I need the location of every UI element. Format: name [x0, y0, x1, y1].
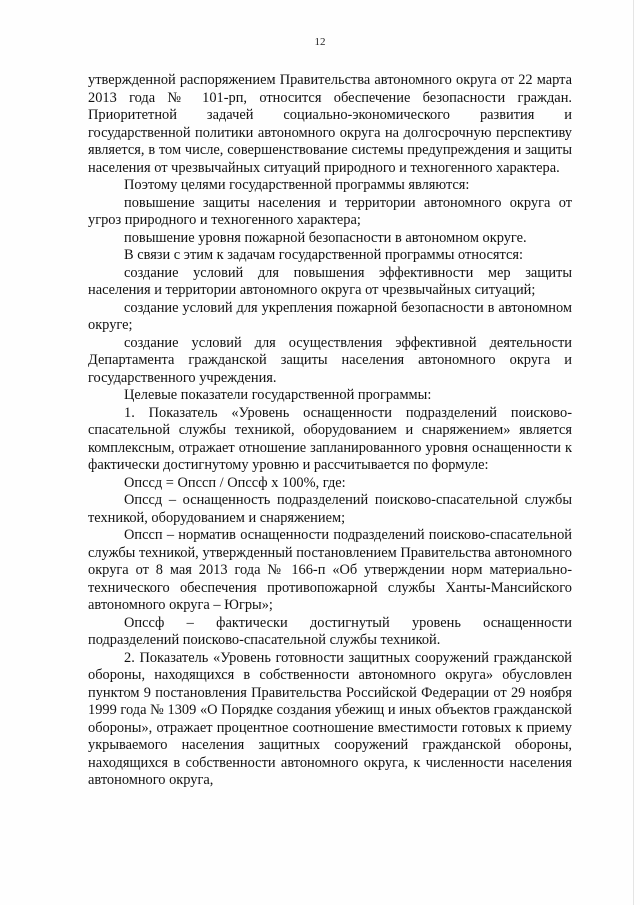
paragraph: Опссп – норматив оснащенности подразделений поисково-спасательной службы техникой, утвержденный постановлением Правительства автономного округа от 8 мая 2013 года № 166-п «Об утверждении норм материально-технического обеспечения противопожарной службы Ханты-Мансийского автономного округа – Югры»;: [88, 527, 572, 613]
paragraph: утвержденной распоряжением Правительства автономного округа от 22 марта 2013 года № 101-рп, относится обеспечение безопасности граждан. Приоритетной задачей социально-экономического развития и государственной политики автономного округа на долгосрочную перспективу является, в том числе, совершенствование системы предупреждения и защиты населения от чрезвычайных ситуаций природного и техногенного характера.: [88, 72, 572, 176]
paragraph: Опссф – фактически достигнутый уровень оснащенности подразделений поисково-спасательной службы техникой.: [88, 614, 572, 648]
paragraph: 1. Показатель «Уровень оснащенности подразделений поисково-спасательной службы техникой, оборудованием и снаряжением» является комплексным, отражает отношение запланированного уровня оснащенности к фактически достигнутому уровню и рассчитывается по формуле:: [88, 404, 572, 473]
paragraph: Целевые показатели государственной программы:: [124, 387, 432, 403]
paragraph: 2. Показатель «Уровень готовности защитных сооружений гражданской обороны, находящихся в собственности автономного округа» обусловлен пунктом 9 постановления Правительства Российской Федерации от 29 ноября 1999 года № 1309 «О Порядке создания убежищ и иных объектов гражданской обороны», отражает процентное соотношение вместимости готовых к приему укрываемого населения защитных сооружений гражданской обороны, находящихся в собственности автономного округа, к численности населения автономного округа,: [88, 649, 572, 788]
paragraph: Поэтому целями государственной программы являются:: [124, 177, 470, 193]
paragraph: повышение уровня пожарной безопасности в автономном округе.: [124, 229, 527, 246]
document-body: [88, 72, 572, 790]
paragraph: создание условий для повышения эффективности мер защиты населения и территории автономного округа от чрезвычайных ситуаций;: [88, 264, 572, 298]
paragraph: В связи с этим к задачам государственной программы относятся:: [124, 247, 524, 263]
paragraph: Опссд – оснащенность подразделений поисково-спасательной службы техникой, оборудованием и снаряжением;: [88, 492, 572, 526]
paragraph: создание условий для осуществления эффективной деятельности Департамента гражданской защиты населения автономного округа и государственного учреждения.: [88, 334, 572, 386]
paragraph: Опссд = Опссп / Опссф х 100%, где:: [124, 474, 346, 491]
paragraph: повышение защиты населения и территории автономного округа от угроз природного и техногенного характера;: [88, 194, 572, 228]
page-number: 12: [314, 36, 326, 48]
paragraph: создание условий для укрепления пожарной безопасности в автономном округе;: [88, 299, 572, 333]
page-edge-shadow: [633, 0, 634, 905]
